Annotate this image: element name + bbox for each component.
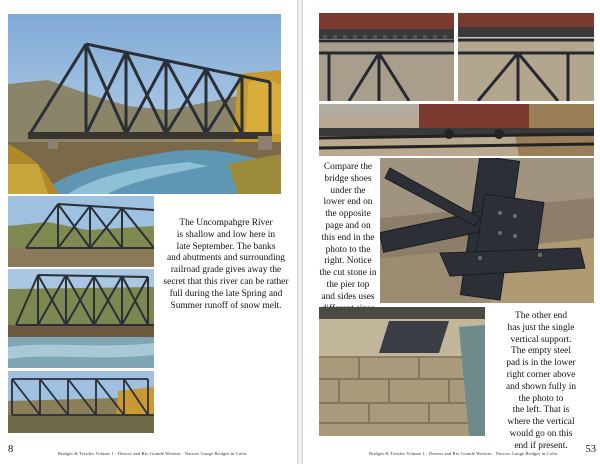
page-number-left: 8 xyxy=(8,444,14,455)
caption-bridge-shoes: Compare the bridge shoes under the lower end on the opposite page and on this end in the photo to the right. Notice the cut stone in the pier top and sides uses xyxy=(319,162,377,302)
photo-bridge-underside-left xyxy=(319,13,454,101)
photo-truss-bridge-river xyxy=(8,269,154,368)
photo-truss-bridge-autumn xyxy=(8,371,154,433)
photo-boxcar-on-bridge xyxy=(319,104,594,156)
footer-right: Bridges & Trestles Volume 1 · Denver and Rio Grande Western · Narrow Gauge Bridges in Color xyxy=(369,451,558,456)
right-page xyxy=(303,0,600,464)
left-page xyxy=(0,0,297,464)
photo-stone-pier xyxy=(319,307,485,436)
page-number-right: 53 xyxy=(585,444,596,455)
photo-main-truss-bridge xyxy=(8,14,281,194)
caption-single-vertical: The other end has just the single vertical support. The empty steel pad is in the lower right corner above and shown fully in the photo to the left. That is where the vertical would go on this end if present. xyxy=(505,311,577,451)
footer-left: Bridges & Trestles Volume 1 · Denver and Rio Grande Western · Narrow Gauge Bridges in Color xyxy=(58,451,247,456)
photo-bridge-shoe-closeup xyxy=(380,158,594,303)
photo-truss-bridge-side xyxy=(8,196,154,267)
photo-bridge-underside-right xyxy=(458,13,594,101)
caption-river: The Uncompahgre River is shallow and low here in late September. The banks and abutments and surrounding railroad grade gives away the secret that this river can be rather full during the late Spring and Summer runoff of snow melt. xyxy=(163,218,289,311)
